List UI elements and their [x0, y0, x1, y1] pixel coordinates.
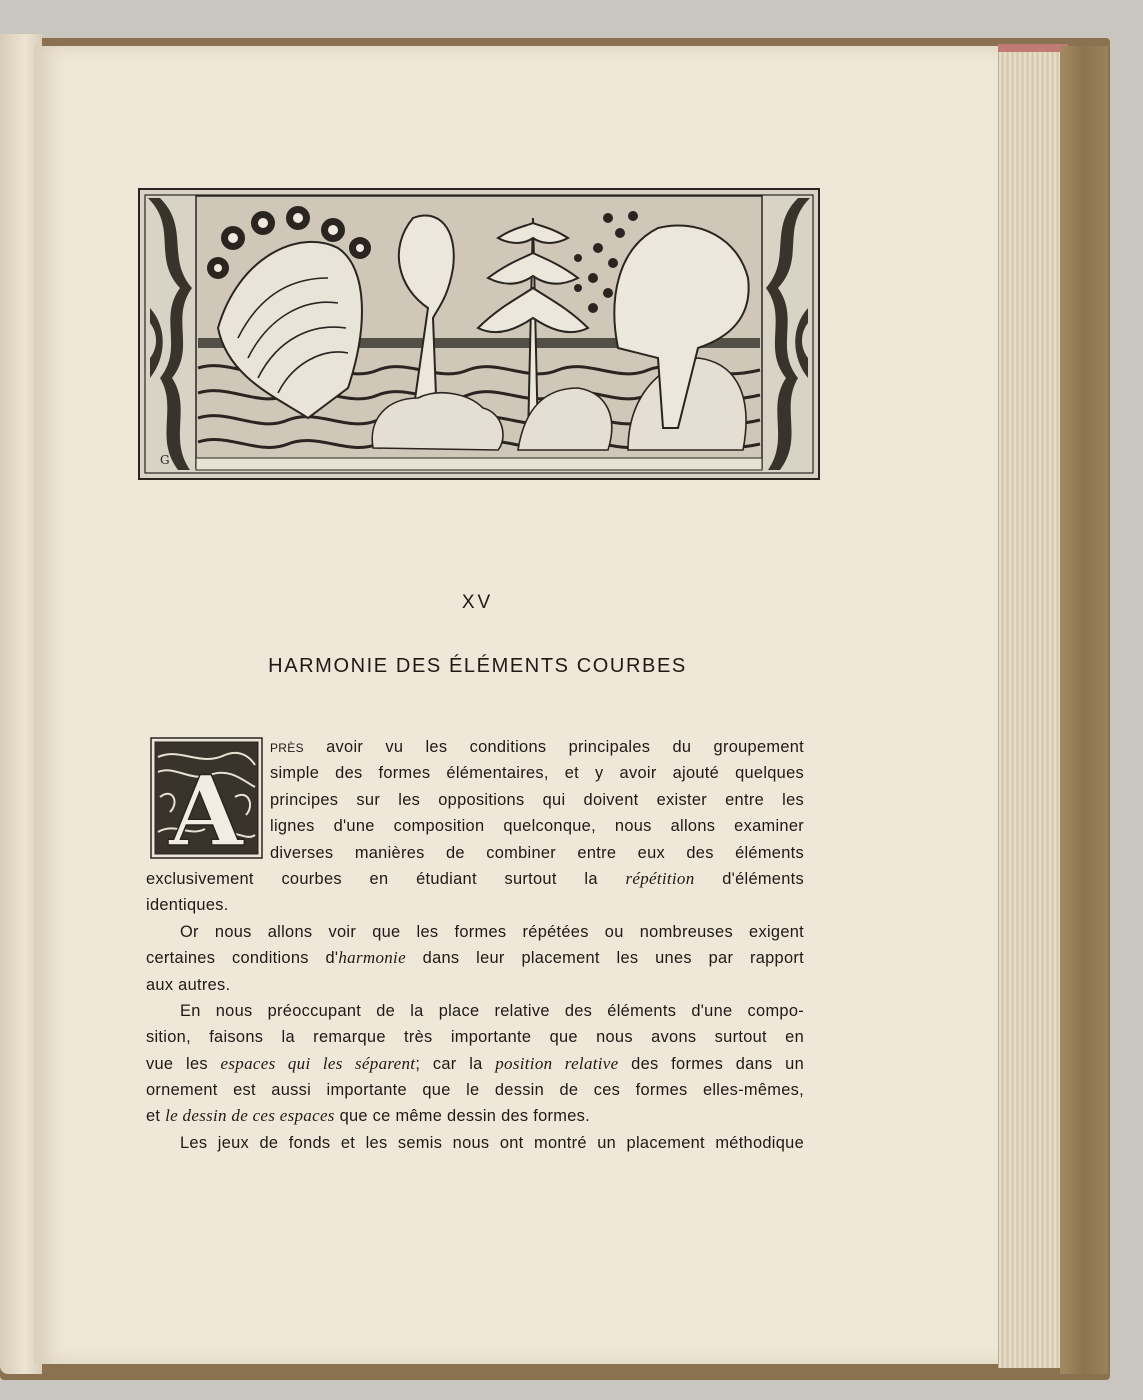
chapter-title: HARMONIE DES ÉLÉMENTS COURBES — [268, 655, 687, 677]
text-line: Les jeux de fonds et les semis nous ont montré un placement méthodique — [180, 1133, 804, 1152]
body-text — [146, 734, 804, 1156]
text-line: lignes d'une composition quelconque, nous allons examiner — [270, 817, 804, 836]
text-line: Or nous allons voir que les formes répétées ou nombreuses exigent — [180, 922, 804, 941]
text-line: identiques. — [146, 896, 229, 915]
text-line: vue les espaces qui les séparent; car la position relative des formes dans un — [146, 1053, 804, 1073]
chapter-number: XV — [461, 592, 494, 613]
text-line: En nous préoccupant de la place relative des éléments d'une compo- — [180, 1001, 804, 1020]
text-line: PRÈS avoir vu les conditions principales du groupement — [270, 738, 804, 756]
text-line: ornement est aussi importante que le dessin de ces formes elles-mêmes, — [146, 1081, 804, 1100]
text-line: principes sur les oppositions qui doivent exister entre les — [270, 790, 804, 809]
text-line: aux autres. — [146, 975, 231, 994]
book-board-edge — [1060, 46, 1108, 1374]
text-line: simple des formes élémentaires, et y avoir ajouté quelques — [270, 764, 804, 783]
text-line: certaines conditions d'harmonie dans leur placement les unes par rapport — [146, 948, 804, 968]
headpiece-monogram: G — [160, 453, 170, 467]
drop-cap-letter: A — [168, 755, 244, 859]
text-line: exclusivement courbes en étudiant surtout la répétition d'éléments — [146, 868, 804, 888]
headpiece-illustration — [138, 188, 820, 480]
text-line: diverses manières de combiner entre eux des éléments — [270, 843, 804, 862]
text-line: sition, faisons la remarque très importante que nous avons surtout en — [146, 1028, 804, 1047]
text-line: et le dessin de ces espaces que ce même dessin des formes. — [146, 1106, 590, 1126]
page-block-edges — [998, 52, 1063, 1368]
